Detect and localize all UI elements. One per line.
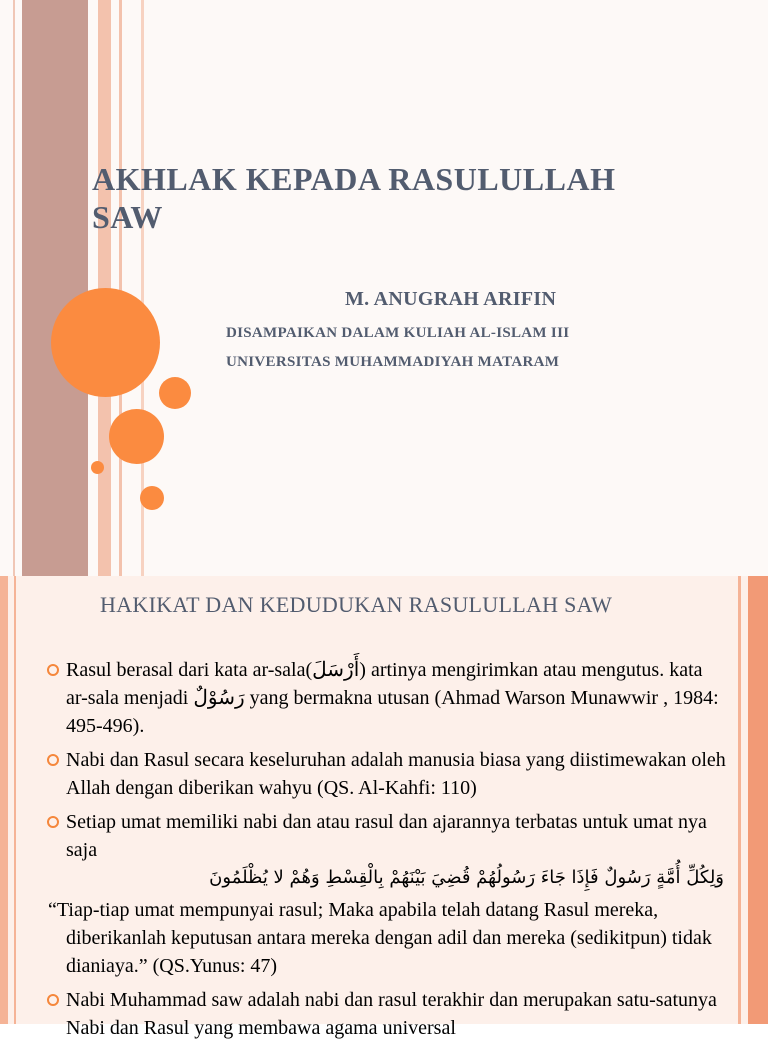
decor-circle [159, 377, 191, 409]
subtitle-line: UNIVERSITAS MUHAMMADIYAH MATARAM [226, 354, 560, 370]
decor-circle [140, 486, 164, 510]
subtitle-line: DISAMPAIKAN DALAM KULIAH AL-ISLAM III [226, 325, 570, 341]
verse-translation: “Tiap-tiap umat mempunyai rasul; Maka apabila telah datang Rasul mereka, diberikanlah keputusan antara mereka dengan adil dan mereka (sedikitpun) tidak dianiaya.” (QS.Yunus: 47) [48, 899, 712, 977]
decor-stripe [738, 576, 741, 1024]
decor-circle [109, 409, 164, 464]
bullet-text: Setiap umat memiliki nabi dan atau rasul dan ajarannya terbatas untuk umat nya saja [66, 811, 707, 861]
decor-stripe [14, 576, 16, 1024]
arabic-verse: وَلِكُلِّ أُمَّةٍ رَسُولٌ فَإِذَا جَاءَ رَسُولُهُمْ قُضِيَ بَيْنَهُمْ بِالْقِسْطِ وَهُمْ لا يُظْلَمُونَ [209, 867, 724, 888]
decor-stripe [0, 576, 8, 1024]
bullet-circle-icon [47, 994, 59, 1006]
decor-circle [91, 461, 104, 474]
author-name: M. ANUGRAH ARIFIN [345, 288, 557, 310]
decor-circle [51, 288, 160, 397]
decor-stripe [748, 576, 768, 1024]
bullet-item [48, 808, 728, 864]
bullet-circle-icon [47, 664, 59, 676]
bullet-text: Nabi Muhammad saw adalah nabi dan rasul terakhir dan merupakan satu-satunya Nabi dan Rasul yang membawa agama universal [66, 989, 717, 1039]
content-slide [0, 576, 768, 1039]
bullet-item [48, 656, 728, 740]
slide-heading: HAKIKAT DAN KEDUDUKAN RASULULLAH SAW [100, 592, 613, 617]
decor-stripe [119, 0, 122, 576]
slide-content [48, 656, 728, 1048]
bullet-circle-icon [47, 816, 59, 828]
slide-title: AKHLAK KEPADA RASULULLAH SAW [92, 161, 616, 235]
bullet-item [48, 746, 728, 802]
decor-stripe [13, 0, 15, 576]
decor-stripe [22, 0, 88, 576]
bullet-circle-icon [47, 754, 59, 766]
bullet-item [48, 986, 728, 1042]
bullet-text: Rasul berasal dari kata ar-sala(أَرْسَلَ) artinya mengirimkan atau mengutus. kata ar-sala menjadi رَسُوْلٌ yang bermakna utusan (Ahmad Warson Munawwir , 1984: 495-496). [66, 659, 719, 737]
bullet-text: Nabi dan Rasul secara keseluruhan adalah manusia biasa yang diistimewakan oleh Allah dengan diberikan wahyu (QS. Al-Kahfi: 110) [66, 749, 726, 799]
